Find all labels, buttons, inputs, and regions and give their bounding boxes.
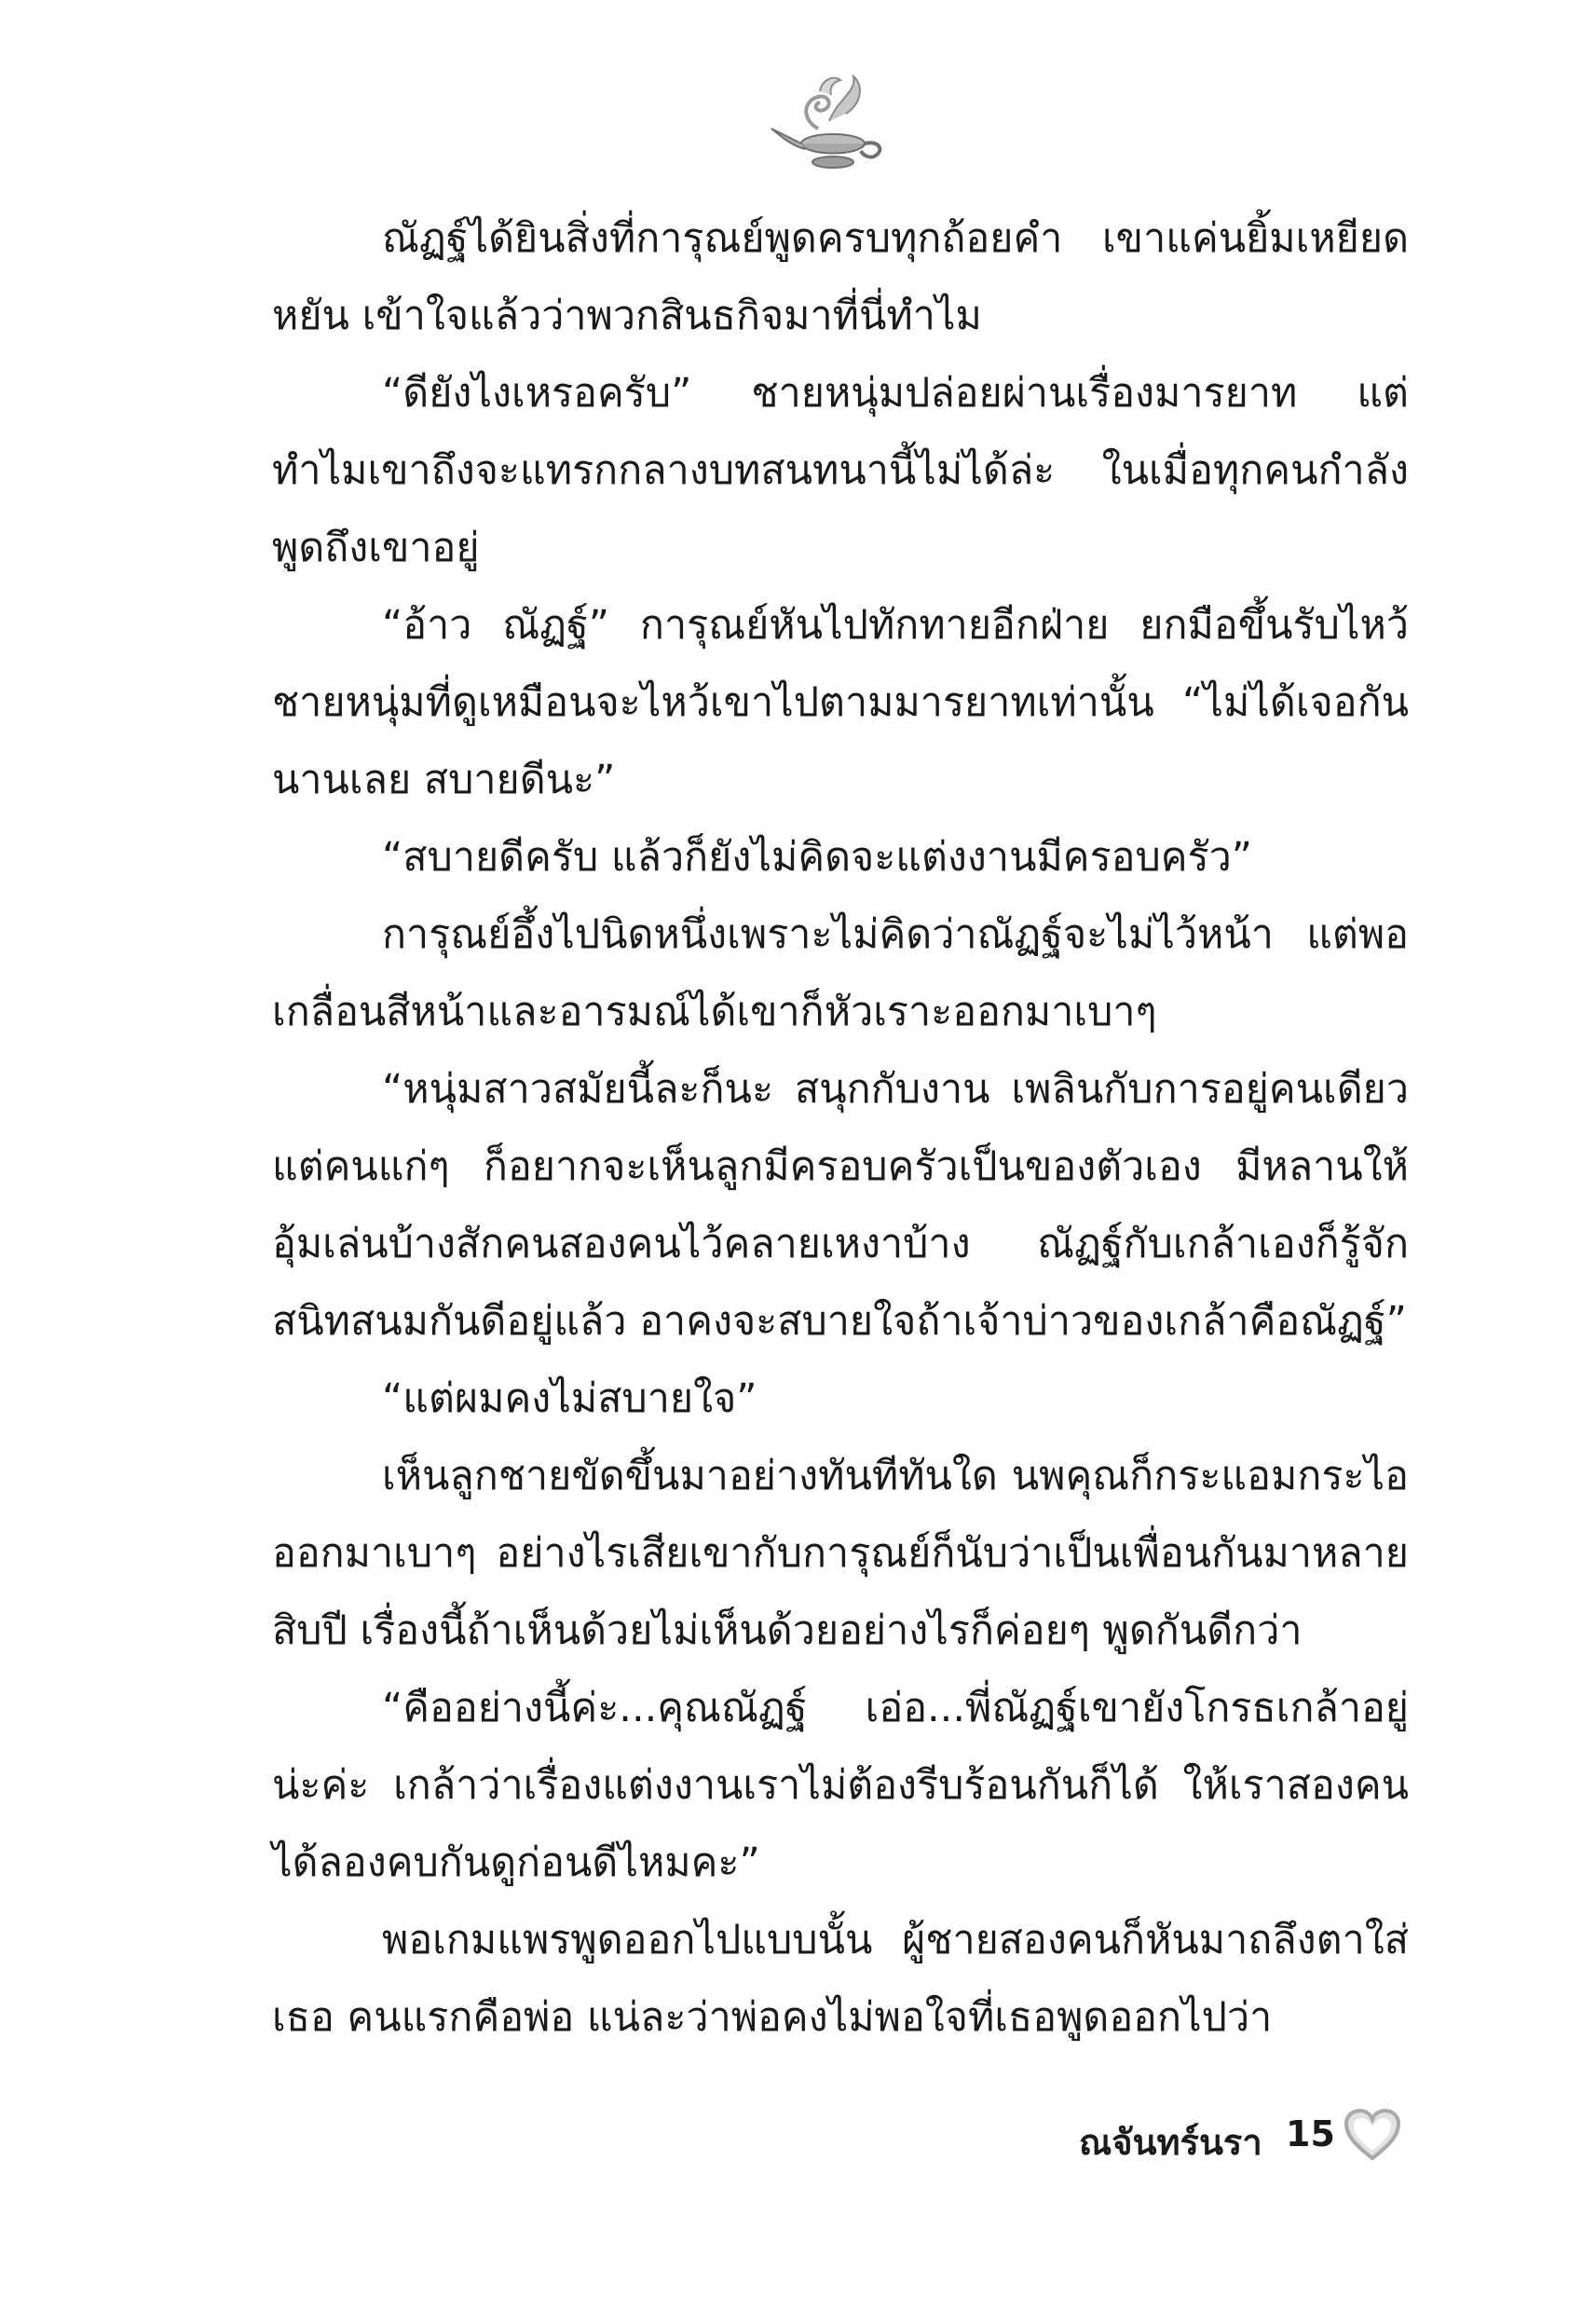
heart-icon [1344,2108,1401,2162]
paragraph: ณัฏฐ์ได้ยินสิ่งที่การุณย์พูดครบทุกถ้อยคำ เขาแค่นยิ้มเหยียดหยัน เข้าใจแล้วว่าพวกสินธกิจมาที่นี่ทำไม [272,215,1409,339]
paragraph: เห็นลูกชายขัดขึ้นมาอย่างทันทีทันใด นพคุณก็กระแอมกระไอออกมาเบาๆ อย่างไรเสียเขากับการุณย์ก็นับว่าเป็นเพื่อนกันมาหลายสิบปี เรื่องนี้ถ้าเห็นด้วยไม่เห็นด้วยอย่างไรก็ค่อยๆ พูดกันดีกว่า [272,1453,1409,1654]
paragraph: พอเกมแพรพูดออกไปแบบนั้น ผู้ชายสองคนก็หันมาถลึงตาใส่เธอ คนแรกคือพ่อ แน่ละว่าพ่อคงไม่พอใจที่เธอพูดออกไปว่า [272,1917,1409,2041]
paragraph: การุณย์อึ้งไปนิดหนึ่งเพราะไม่คิดว่าณัฏฐ์จะไม่ไว้หน้า แต่พอเกลื่อนสีหน้าและอารมณ์ได้เขาก็หัวเราะออกมาเบาๆ [272,911,1409,1035]
paragraph: “แต่ผมคงไม่สบายใจ” [382,1375,757,1422]
author-name: ณจันทร์นรา [1079,2122,1262,2163]
page-number: 15 [1286,2113,1335,2154]
paragraph: “คืออย่างนี้ค่ะ...คุณณัฏฐ์ เอ่อ...พี่ณัฏฐ์เขายังโกรธเกล้าอยู่น่ะค่ะ เกล้าว่าเรื่องแต่งงานเราไม่ต้องรีบร้อนกันก็ได้ ให้เราสองคนได้ลองคบกันดูก่อนดีไหมคะ” [272,1685,1409,1886]
body-text [272,200,1409,2057]
page-footer [1044,2097,1416,2181]
paragraph: “ดียังไงเหรอครับ” ชายหนุ่มปล่อยผ่านเรื่องมารยาท แต่ทำไมเขาถึงจะแทรกกลางบทสนทนานี้ไม่ได้ล่ะ ในเมื่อทุกคนกำลังพูดถึงเขาอยู่ [272,370,1409,571]
paragraph: “หนุ่มสาวสมัยนี้ละก็นะ สนุกกับงาน เพลินกับการอยู่คนเดียว แต่คนแก่ๆ ก็อยากจะเห็นลูกมีครอบครัวเป็นของตัวเอง มีหลานให้อุ้มเล่นบ้างสักคนสองคนไว้คลายเหงาบ้าง ณัฏฐ์กับเกล้าเองก็รู้จักสนิทสนมกันดีอยู่แล้ว อาคงจะสบายใจถ้าเจ้าบ่าวของเกล้าคือณัฏฐ์” [272,1066,1409,1345]
paragraph: “อ้าว ณัฏฐ์” การุณย์หันไปทักทายอีกฝ่าย ยกมือขึ้นรับไหว้ชายหนุ่มที่ดูเหมือนจะไหว้เขาไปตามมารยาทเท่านั้น “ไม่ได้เจอกันนานเลย สบายดีนะ” [272,602,1409,803]
paragraph: “สบายดีครับ แล้วก็ยังไม่คิดจะแต่งงานมีครอบครัว” [382,834,1253,881]
genie-lamp-icon [764,63,894,175]
